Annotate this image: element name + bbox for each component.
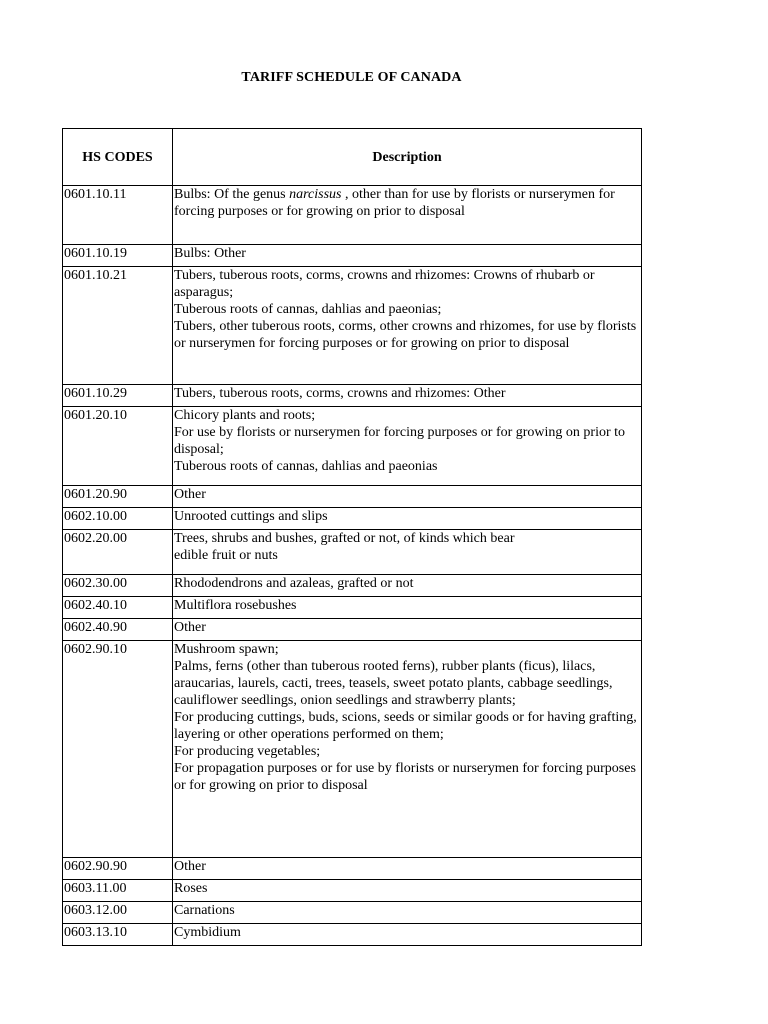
hs-code-cell: 0602.20.00	[63, 530, 173, 575]
table-row	[63, 858, 642, 880]
description-cell	[173, 186, 642, 245]
table-row	[63, 267, 642, 385]
description-line: Carnations	[174, 903, 235, 918]
description-line: Bulbs: Other	[174, 246, 246, 261]
description-line: For producing cuttings, buds, scions, seeds or similar goods or for having grafting, layering or other operations performed on them;	[174, 710, 637, 742]
hs-codes-header: HS CODES	[63, 129, 173, 186]
hs-code-cell: 0602.40.90	[63, 619, 173, 641]
hs-code-cell: 0601.10.19	[63, 245, 173, 267]
description-line: Tubers, tuberous roots, corms, crowns and rhizomes: Crowns of rhubarb or asparagus;	[174, 268, 595, 300]
hs-code-cell: 0601.10.29	[63, 385, 173, 407]
table-row	[63, 530, 642, 575]
description-cell	[173, 530, 642, 575]
description-text: Bulbs: Of the genus	[174, 187, 290, 202]
hs-code-cell: 0601.10.21	[63, 267, 173, 385]
description-cell	[173, 385, 642, 407]
description-cell	[173, 575, 642, 597]
table-row	[63, 186, 642, 245]
hs-code-cell: 0601.10.11	[63, 186, 173, 245]
description-line: edible fruit or nuts	[174, 548, 278, 563]
table-row	[63, 508, 642, 530]
table-row	[63, 575, 642, 597]
table-row	[63, 486, 642, 508]
description-line: Multiflora rosebushes	[174, 598, 297, 613]
hs-code-cell: 0602.10.00	[63, 508, 173, 530]
genus-name: narcissus	[289, 187, 342, 202]
description-line: Rhododendrons and azaleas, grafted or not	[174, 576, 414, 591]
description-line: For propagation purposes or for use by florists or nurserymen for forcing purposes or for growing on prior to disposal	[174, 761, 636, 793]
description-line: Mushroom spawn;	[174, 642, 279, 657]
hs-code-cell: 0603.11.00	[63, 880, 173, 902]
description-line: For producing vegetables;	[174, 744, 321, 759]
description-line: Other	[174, 859, 206, 874]
hs-code-cell: 0602.30.00	[63, 575, 173, 597]
description-header: Description	[173, 129, 642, 186]
page-title: TARIFF SCHEDULE OF CANADA	[241, 70, 462, 85]
description-cell	[173, 619, 642, 641]
description-line: Roses	[174, 881, 208, 896]
description-line: Other	[174, 487, 206, 502]
description-cell	[173, 267, 642, 385]
description-line: Other	[174, 620, 206, 635]
hs-code-cell: 0602.40.10	[63, 597, 173, 619]
description-cell	[173, 880, 642, 902]
description-line: Unrooted cuttings and slips	[174, 509, 328, 524]
description-cell	[173, 407, 642, 486]
table-row	[63, 407, 642, 486]
table-row	[63, 385, 642, 407]
table-row	[63, 619, 642, 641]
table-header-row	[63, 129, 642, 186]
hs-code-cell: 0601.20.90	[63, 486, 173, 508]
table-row	[63, 924, 642, 946]
tariff-table	[62, 128, 642, 946]
table-row	[63, 245, 642, 267]
description-cell	[173, 597, 642, 619]
table-row	[63, 880, 642, 902]
description-line: Chicory plants and roots;	[174, 408, 316, 423]
hs-code-cell: 0601.20.10	[63, 407, 173, 486]
description-cell	[173, 245, 642, 267]
hs-code-cell: 0602.90.10	[63, 641, 173, 858]
table-row	[63, 597, 642, 619]
hs-code-cell: 0603.12.00	[63, 902, 173, 924]
description-line: Tubers, tuberous roots, corms, crowns and rhizomes: Other	[174, 386, 506, 401]
description-line: Palms, ferns (other than tuberous rooted ferns), rubber plants (ficus), lilacs, araucarias, laurels, cacti, trees, teasels, sweet potato plants, cabbage seedlings, cauliflower seedlings, onion seedlings and strawberry plants;	[174, 659, 613, 708]
description-line: Cymbidium	[174, 925, 241, 940]
description-line: Tubers, other tuberous roots, corms, other crowns and rhizomes, for use by florists or nurserymen for forcing purposes or for growing on prior to disposal	[174, 319, 637, 351]
description-cell	[173, 924, 642, 946]
description-cell	[173, 486, 642, 508]
table-row	[63, 641, 642, 858]
table-row	[63, 902, 642, 924]
description-text: , other than for use by florists or nurserymen for forcing purposes or for growing on prior to disposal	[174, 187, 615, 219]
description-line: Tuberous roots of cannas, dahlias and paeonias;	[174, 302, 442, 317]
description-line: Tuberous roots of cannas, dahlias and paeonias	[174, 459, 438, 474]
description-cell	[173, 858, 642, 880]
description-line: Trees, shrubs and bushes, grafted or not, of kinds which bear	[174, 531, 515, 546]
description-cell	[173, 641, 642, 858]
description-cell	[173, 508, 642, 530]
hs-code-cell: 0603.13.10	[63, 924, 173, 946]
description-line: For use by florists or nurserymen for forcing purposes or for growing on prior to disposal;	[174, 425, 626, 457]
description-cell	[173, 902, 642, 924]
hs-code-cell: 0602.90.90	[63, 858, 173, 880]
